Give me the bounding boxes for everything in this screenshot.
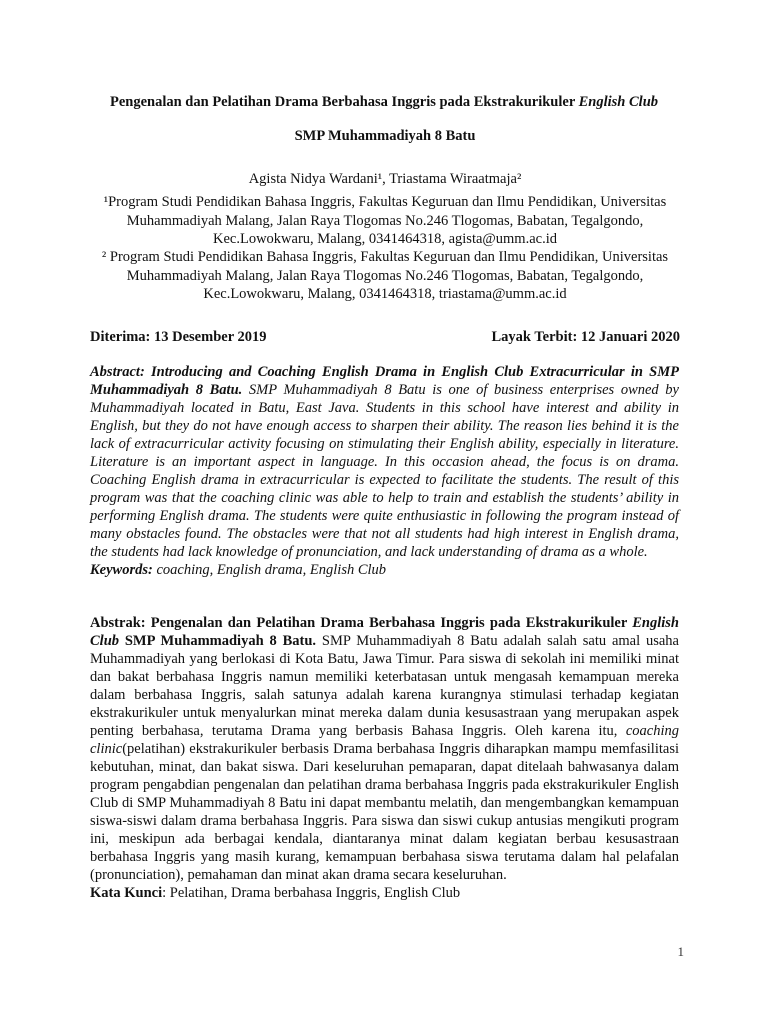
keywords-english-text: coaching, English drama, English Club <box>152 562 387 578</box>
keywords-indonesian-label: Kata Kunci <box>90 885 163 901</box>
page-number: 1 <box>677 944 684 959</box>
date-row <box>90 328 680 346</box>
affiliation-1: ¹Program Studi Pendidikan Bahasa Inggris, Fakultas Keguruan dan Ilmu Pendidikan, Universitas Muhammadiyah Malang, Jalan Raya Tlogomas No.246 Tlogomas, Babatan, Tegalgondo, Kec.Lowokwaru, Malang, 0341464318, agista@umm.ac.id <box>103 194 667 247</box>
keywords-indonesian-text: : Pelatihan, Drama berbahasa Inggris, English Club <box>162 885 461 901</box>
received-date: Diterima: 13 Desember 2019 <box>90 329 267 345</box>
abstract-indonesian-body-italic: coaching clinic <box>90 723 679 757</box>
accepted-date: Layak Terbit: 12 Januari 2020 <box>491 329 680 345</box>
paper-title-italic: English Club <box>578 94 659 110</box>
abstract-indonesian-body-1: SMP Muhammadiyah 8 Batu adalah salah satu amal usaha Muhammadiyah yang berlokasi di Kota Batu, Jawa Timur. Para siswa di sekolah ini memiliki minat dan bakat berbahasa Inggris namun memiliki keterbatasan untuk mengasah kemampuan mereka dalam berbahasa Inggris, salah satunya adalah karena kurangnya stimulasi terhadap kegiatan ekstrakurikuler untuk menyalurkan minat mereka dalam dunia kesusastraan yang merupakan aspek penting berbahasa, terutama Drama yang berbasis Bahasa Inggris. Oleh karena itu, <box>90 633 679 739</box>
paper-title-text: Pengenalan dan Pelatihan Drama Berbahasa Inggris pada Ekstrakurikuler <box>109 94 579 110</box>
keywords-english <box>90 561 679 579</box>
abstract-english-body: SMP Muhammadiyah 8 Batu is one of business enterprises owned by Muhammadiyah located in Batu, East Java. Students in this school have interest and ability in English, but they do not have enough access to sharpen their ability. The reason lies behind it is the lack of extracurricular activity focusing on stimulating their English ability, especially in literature. Literature is an important aspect in language. In this occasion ahead, the focus is on drama. Coaching English drama in extracurricular is expected to facilitate the students. The result of this program was that the coaching clinic was able to help to train and establish the students’ ability in performing English drama. The students were quite enthusiastic in following the program instead of many obstacles found. The obstacles were that not all students had high interest in English drama, the students had lack knowledge of pronunciation, and lack understanding of drama as a whole. <box>90 382 679 560</box>
paper-title <box>60 93 708 111</box>
abstract-indonesian-heading-2: SMP Muhammadiyah 8 Batu. <box>119 633 317 649</box>
affiliation-2: ² Program Studi Pendidikan Bahasa Inggris, Fakultas Keguruan dan Ilmu Pendidikan, Universitas Muhammadiyah Malang, Jalan Raya Tlogomas No.246 Tlogomas, Babatan, Tegalgondo, Kec.Lowokwaru, Malang, 0341464318, triastama@umm.ac.id <box>101 249 669 302</box>
abstract-indonesian-body-2: (pelatihan) ekstrakurikuler berbasis Drama berbahasa Inggris diharapkan mampu memfasilitasi kebutuhan, minat, dan bakat siswa. Dari keseluruhan pemaparan, dapat ditelaah bahwasanya dalam program pengabdian pengenalan dan pelatihan drama berbahasa Inggris pada ekstrakurikuler English Club di SMP Muhammadiyah 8 Batu ini dapat membantu melatih, dan mengembangkan kemampuan siswa-siswi dalam drama berbahasa Inggris. Para siswa dan siswi cukup antusias mengikuti program ini, meskipun ada berbagai kendala, diantaranya minat dalam kegiatan berbau kesusastraan berbahasa Inggris yang masih kurang, kemampuan berbahasa siswa terutama dalam hal pelafalan (pronunciation), pemahaman dan minat akan drama secara keseluruhan. <box>90 741 679 883</box>
abstract-indonesian-heading-1: Abstrak: Pengenalan dan Pelatihan Drama Berbahasa Inggris pada Ekstrakurikuler <box>90 615 633 631</box>
abstract-indonesian <box>90 614 679 902</box>
paper-subtitle: SMP Muhammadiyah 8 Batu <box>294 128 476 144</box>
author-list: Agista Nidya Wardani¹, Triastama Wiraatmaja² <box>248 171 522 187</box>
abstract-english <box>90 363 679 579</box>
keywords-indonesian <box>90 884 679 902</box>
abstract-indonesian-heading-italic: English Club <box>90 615 679 649</box>
keywords-english-label: Keywords: <box>90 562 153 578</box>
abstract-english-heading: Abstract: Introducing and Coaching English Drama in English Club Extracurricular in SMP Muhammadiyah 8 Batu. <box>90 364 679 398</box>
